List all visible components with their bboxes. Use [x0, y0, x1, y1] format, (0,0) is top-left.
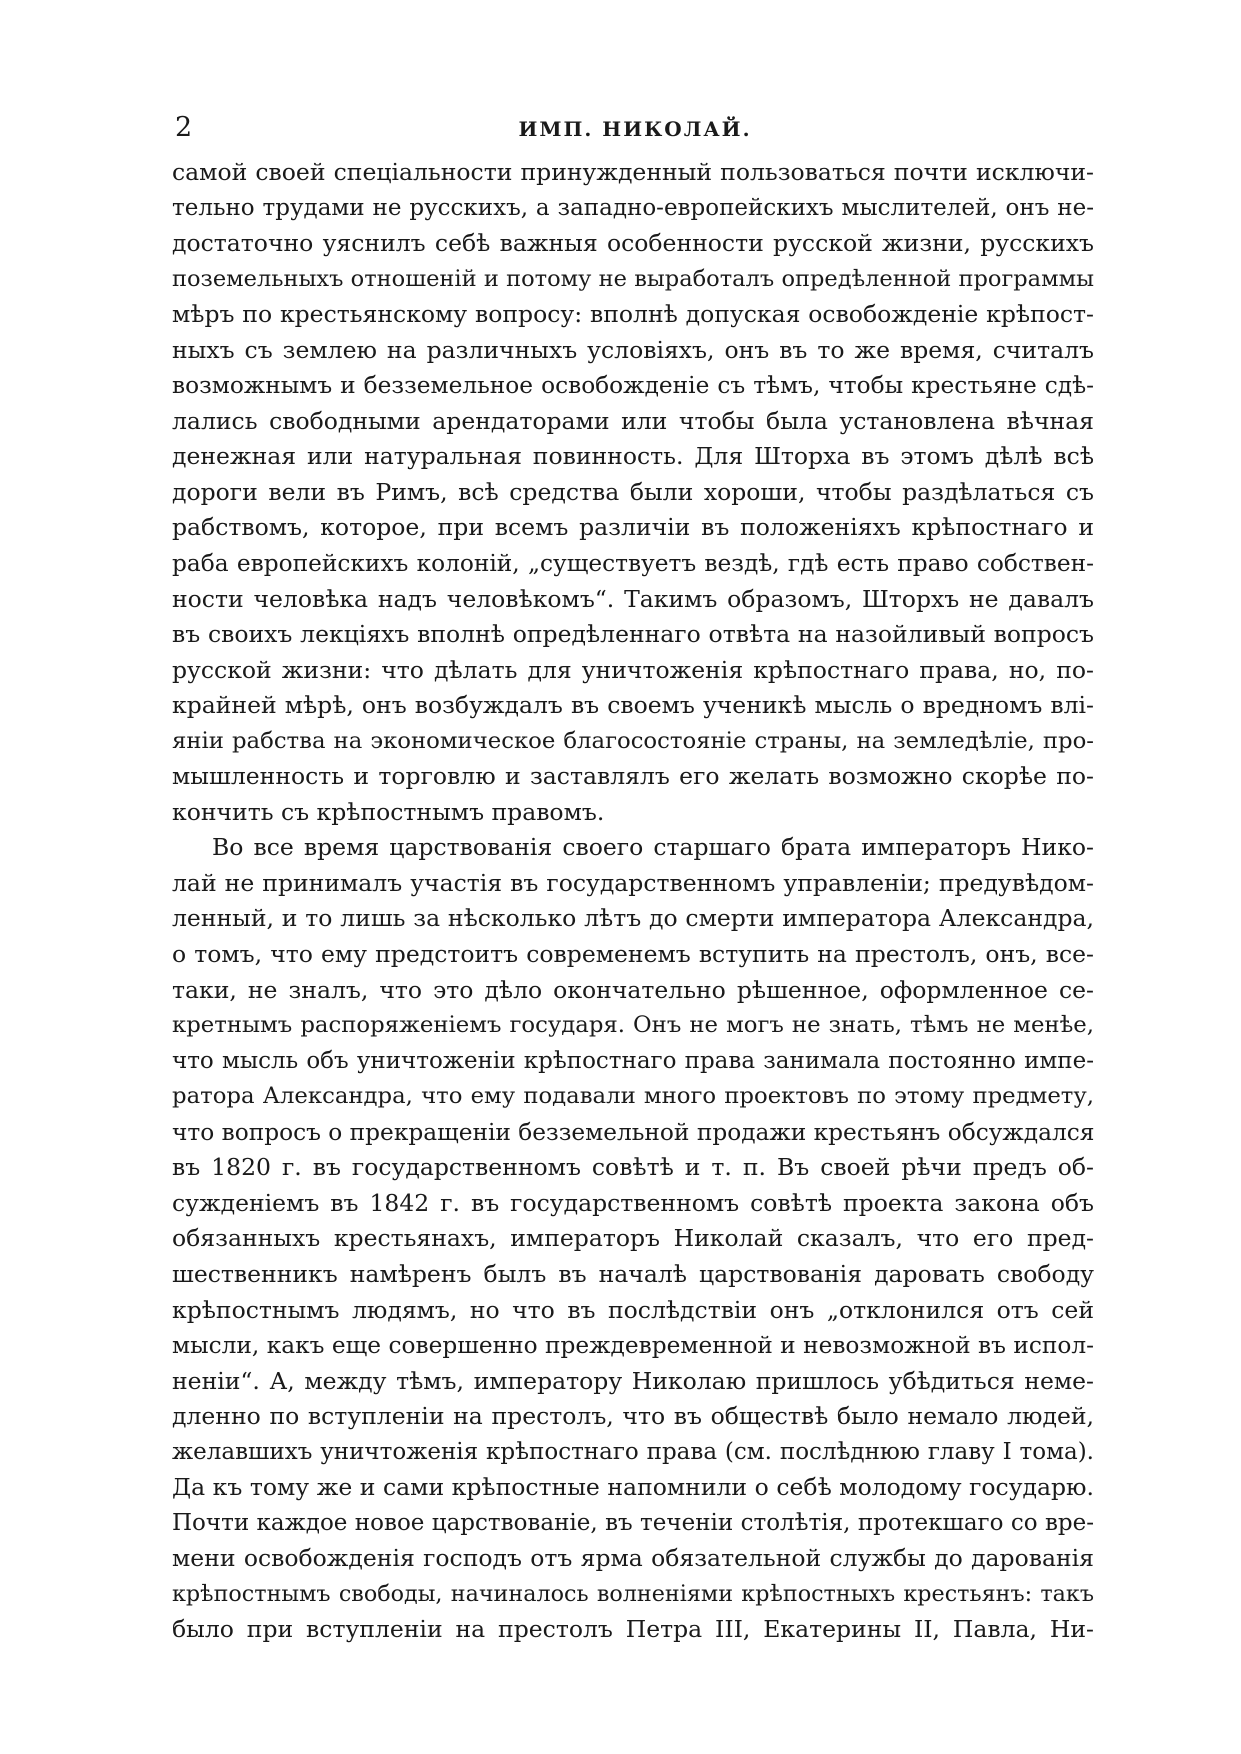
- text-line: ныхъ съ землею на различныхъ условіяхъ, онъ въ то же время, считалъ: [172, 335, 1094, 364]
- text-line: мысли, какъ еще совершенно преждевременной и невозможной въ испол-: [172, 1332, 1094, 1360]
- paragraph-last-line: кончить съ крѣпостнымъ правомъ.: [172, 797, 605, 826]
- text-line: ратора Александра, что ему подавали много проектовъ по этому предмету,: [172, 1083, 1094, 1110]
- text-line: рабствомъ, которое, при всемъ различіи въ положеніяхъ крѣпостнаго и: [172, 513, 1094, 542]
- text-line: самой своей спеціальности принужденный пользоваться почти исключи-: [172, 158, 1094, 186]
- text-line: тельно трудами не русскихъ, а западно-европейскихъ мыслителей, онъ не-: [172, 194, 1094, 221]
- text-line: желавшихъ уничтоженія крѣпостнаго права (см. послѣднюю главу I тома).: [172, 1438, 1094, 1465]
- text-line: шественникъ намѣренъ былъ въ началѣ царствованія даровать свободу: [172, 1259, 1094, 1288]
- text-line: Почти каждое новое царствованіе, въ теченіи столѣтія, протекшаго со вре-: [172, 1509, 1094, 1536]
- text-line: мѣръ по крестьянскому вопросу: вполнѣ допуская освобожденіе крѣпост-: [172, 300, 1094, 329]
- text-line: лай не принималъ участія въ государственномъ управленіи; предувѣдом-: [172, 868, 1094, 897]
- text-line: что вопросъ о прекращеніи безземельной продажи крестьянъ обсуждался: [172, 1118, 1095, 1146]
- text-line: ленный, и то лишь за нѣсколько лѣтъ до смерти императора Александра,: [172, 904, 1094, 933]
- text-line: крайней мѣрѣ, онъ возбуждалъ въ своемъ ученикѣ мысль о вредномъ влі-: [172, 691, 1094, 720]
- text-line: было при вступленіи на престолъ Петра III, Екатерины II, Павла, Ни-: [172, 1615, 1094, 1644]
- paragraph-first-line: Во все время царствованія своего старшаго брата императоръ Нико-: [212, 833, 1094, 862]
- text-line: таки, не зналъ, что это дѣло окончательно рѣшенное, оформленное се-: [172, 975, 1094, 1004]
- text-line: ности человѣка надъ человѣкомъ“. Такимъ образомъ, Шторхъ не давалъ: [172, 584, 1094, 613]
- text-line: о томъ, что ему предстоитъ современемъ вступить на престолъ, онъ, все-: [172, 940, 1094, 969]
- text-line: достаточно уяснилъ себѣ важныя особенности русской жизни, русскихъ: [172, 229, 1094, 258]
- text-line: Да къ тому же и сами крѣпостные напомнили о себѣ молодому государю.: [172, 1473, 1094, 1502]
- text-line: крѣпостнымъ людямъ, но что въ послѣдствіи онъ „отклонился отъ сей: [172, 1295, 1094, 1324]
- text-line: раба европейскихъ колоній, „существуетъ вездѣ, гдѣ есть право собствен-: [172, 550, 1094, 578]
- text-line: сужденіемъ въ 1842 г. въ государственномъ совѣтѣ проекта закона объ: [172, 1188, 1094, 1217]
- body-text: [172, 155, 1094, 1648]
- text-line: дороги вели въ Римъ, всѣ средства были хороши, чтобы раздѣлаться съ: [172, 477, 1094, 506]
- text-line: дленно по вступленіи на престолъ, что въ обществѣ было немало людей,: [172, 1402, 1094, 1431]
- text-line: яніи рабства на экономическое благосостояніе страны, на земледѣліе, про-: [172, 727, 1094, 754]
- running-title: ИМП. НИКОЛАЙ.: [518, 117, 752, 141]
- text-line: что мысль объ уничтоженіи крѣпостнаго права занимала постоянно импе-: [172, 1047, 1094, 1074]
- text-line: поземельныхъ отношеній и потому не выработалъ опредѣленной программы: [172, 265, 1094, 292]
- page-number: 2: [175, 112, 193, 143]
- text-line: лались свободными арендаторами или чтобы была установлена вѣчная: [172, 406, 1094, 435]
- text-line: мени освобожденія господъ отъ ярма обязательной службы до дарованія: [172, 1544, 1094, 1573]
- text-line: неніи“. А, между тѣмъ, императору Николаю пришлось убѣдиться неме-: [172, 1366, 1094, 1395]
- text-line: въ 1820 г. въ государственномъ совѣтѣ и т. п. Въ своей рѣчи предъ об-: [172, 1153, 1094, 1182]
- text-line: обязанныхъ крестьянахъ, императоръ Николай сказалъ, что его пред-: [172, 1224, 1094, 1253]
- text-line: кретнымъ распоряженіемъ государя. Онъ не могъ не знать, тѣмъ не менѣе,: [172, 1012, 1094, 1039]
- text-line: возможнымъ и безземельное освобожденіе съ тѣмъ, чтобы крестьяне сдѣ-: [172, 372, 1094, 400]
- text-line: русской жизни: что дѣлать для уничтоженія крѣпостнаго права, но, по-: [172, 655, 1094, 684]
- running-head: [175, 110, 1095, 150]
- text-line: денежная или натуральная повинность. Для Шторха въ этомъ дѣлѣ всѣ: [172, 442, 1094, 471]
- text-line: крѣпостнымъ свободы, начиналось волненіями крѣпостныхъ крестьянъ: такъ: [172, 1580, 1094, 1607]
- text-line: мышленность и торговлю и заставлялъ его желать возможно скорѣе по-: [172, 762, 1094, 791]
- text-line: въ своихъ лекціяхъ вполнѣ опредѣленнаго отвѣта на назойливый вопросъ: [172, 620, 1094, 649]
